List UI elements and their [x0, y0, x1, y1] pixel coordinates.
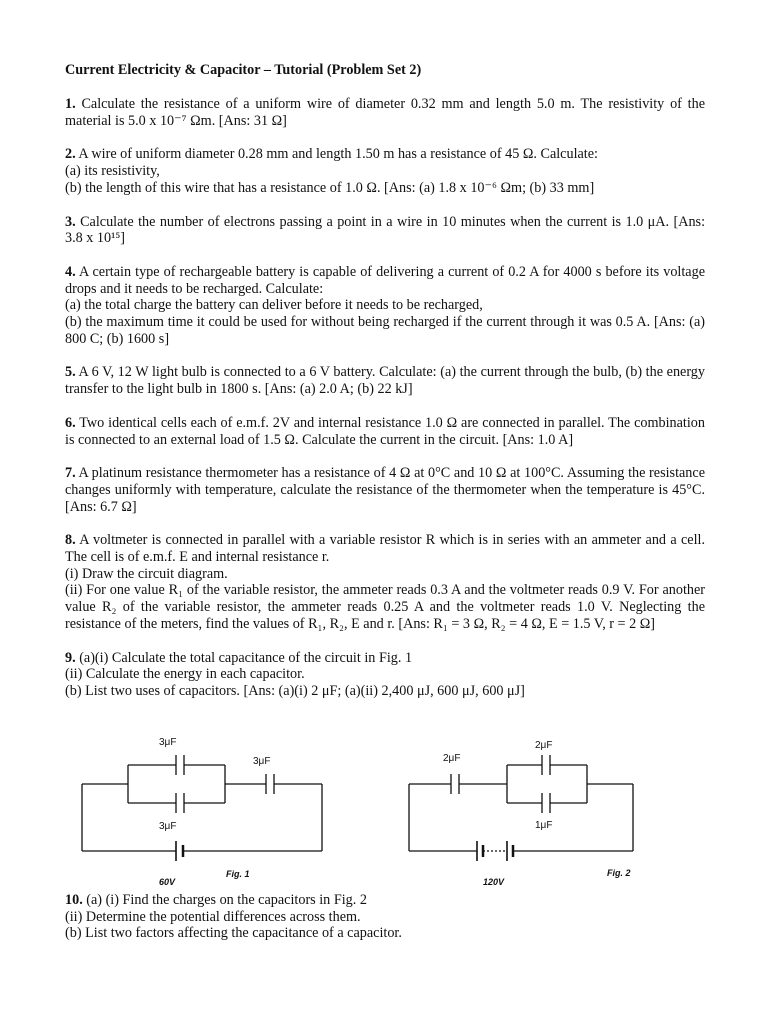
question-text: Calculate the resistance of a uniform wire of diameter 0.32 mm and length 5.0 m. The resistivity of the material is 5.0 x 10⁻⁷ Ωm. [Ans: 31 Ω] [65, 96, 706, 129]
question-text: Two identical cells each of e.m.f. 2V and internal resistance 1.0 Ω are connected in parallel. The combination is connected to an external load of 1.5 Ω. Calculate the current in the circuit. [Ans: 1.0 A] [65, 414, 705, 448]
question-line [65, 96, 705, 129]
question-number: 7. [65, 465, 76, 482]
question-line: (ii) Calculate the energy in each capacitor. [65, 666, 305, 683]
question-text: (a)(i) Calculate the total capacitance of the circuit in Fig. 1 [79, 649, 413, 666]
question-number: 9. [65, 649, 76, 666]
question-1 [65, 96, 705, 129]
fig2-cap-top-label: 2μF [535, 740, 553, 751]
question-8 [65, 532, 705, 632]
question-line: (a) its resistivity, [65, 163, 160, 180]
question-number: 5. [65, 364, 76, 381]
question-line: (i) Draw the circuit diagram. [65, 565, 228, 582]
fig2-caption: Fig. 2 [607, 868, 631, 878]
question-line [65, 650, 705, 667]
figures [65, 733, 705, 888]
question-line: (a) the total charge the battery can deliver before it needs to be recharged, [65, 297, 483, 314]
question-number: 10. [65, 892, 83, 908]
question-text: A 6 V, 12 W light bulb is connected to a 6 V battery. Calculate: (a) the current through the bulb, (b) the energy transfer to the light bulb in 1800 s. [Ans: (a) 2.0 A; (b) 22 kJ] [65, 364, 705, 398]
question-line [65, 214, 705, 247]
question-line [65, 532, 705, 565]
question-line: (b) List two factors affecting the capacitance of a capacitor. [65, 925, 402, 942]
fig1-caption: Fig. 1 [226, 869, 250, 879]
question-text: A wire of uniform diameter 0.28 mm and length 1.50 m has a resistance of 45 Ω. Calculate: [78, 146, 598, 163]
fig2-cap-bottom-label: 1μF [535, 820, 553, 831]
question-line: (b) List two uses of capacitors. [Ans: (a)(i) 2 μF; (a)(ii) 2,400 μJ, 600 μJ, 600 μJ] [65, 682, 525, 699]
question-text: Calculate the number of electrons passing a point in a wire in 10 minutes when the current is 1.0 μA. [Ans: 3.8 x 10¹⁵] [65, 213, 706, 247]
question-number: 2. [65, 146, 76, 163]
fig1-cap-bottom-label: 3μF [159, 821, 177, 832]
fig1-voltage-label: 60V [159, 877, 176, 887]
question-line [65, 415, 705, 448]
question-number: 6. [65, 414, 76, 431]
question-6 [65, 415, 705, 448]
question-text: A voltmeter is connected in parallel with a variable resistor R which is in series with an ammeter and a cell. The cell is of e.m.f. E and internal resistance r. [65, 532, 706, 566]
question-line [65, 146, 705, 163]
question-line: (b) the length of this wire that has a resistance of 1.0 Ω. [Ans: (a) 1.8 x 10⁻⁶ Ωm; (b) 33 mm] [65, 179, 595, 196]
page-title: Current Electricity & Capacitor – Tutorial (Problem Set 2) [65, 62, 422, 78]
fig2-circuit-diagram [407, 733, 647, 888]
fig1-cap-top-label: 3μF [159, 737, 177, 748]
fig1-cap-series-label: 3μF [253, 756, 271, 767]
question-line: (ii) Determine the potential differences across them. [65, 908, 361, 925]
question-line: (a) (i) Find the charges on the capacitors in Fig. 2 [86, 892, 367, 908]
question-text: A platinum resistance thermometer has a resistance of 4 Ω at 0°C and 10 Ω at 100°C. Assuming the resistance changes uniformly with temperature, calculate the resistance of the thermometer when the temperature is 45°C. [Ans: 6.7 Ω] [65, 465, 705, 515]
fig2-voltage-label: 120V [483, 877, 505, 887]
question-3 [65, 214, 705, 247]
document-body [65, 62, 705, 717]
fig2-cap-series-label: 2μF [443, 753, 461, 764]
question-4 [65, 264, 705, 348]
question-line [65, 465, 705, 515]
question-number: 3. [65, 213, 76, 230]
question-text: A certain type of rechargeable battery is capable of delivering a current of 0.2 A for 4000 s before its voltage drops and it needs to be recharged. Calculate: [65, 263, 705, 297]
question-list [65, 96, 705, 700]
question-2 [65, 146, 705, 196]
question-9 [65, 650, 705, 700]
question-line: (ii) For one value R₁ of the variable resistor, the ammeter reads 0.3 A and the voltmeter reads 0.9 V. For another value R₂ of the variable resistor, the ammeter reads 0.25 A and the voltmeter reads 1.0 V. Neglecting the resistance of the meters, find the values of R₁, R₂, E and r. [Ans: R₁ = 3 Ω, R₂ = 4 Ω, E = 1.5 V, r = 2 Ω] [65, 582, 705, 632]
question-10 [65, 892, 705, 942]
question-line: (b) the maximum time it could be used for without being recharged if the current through it was 0.5 A. [Ans: (a) 800 C; (b) 1600 s] [65, 314, 705, 347]
question-7 [65, 465, 705, 515]
question-line [65, 264, 705, 297]
question-number: 8. [65, 532, 76, 549]
question-5 [65, 364, 705, 397]
question-line [65, 364, 705, 397]
question-number: 1. [65, 96, 76, 112]
fig1-circuit-diagram [80, 733, 330, 888]
question-number: 4. [65, 263, 76, 280]
